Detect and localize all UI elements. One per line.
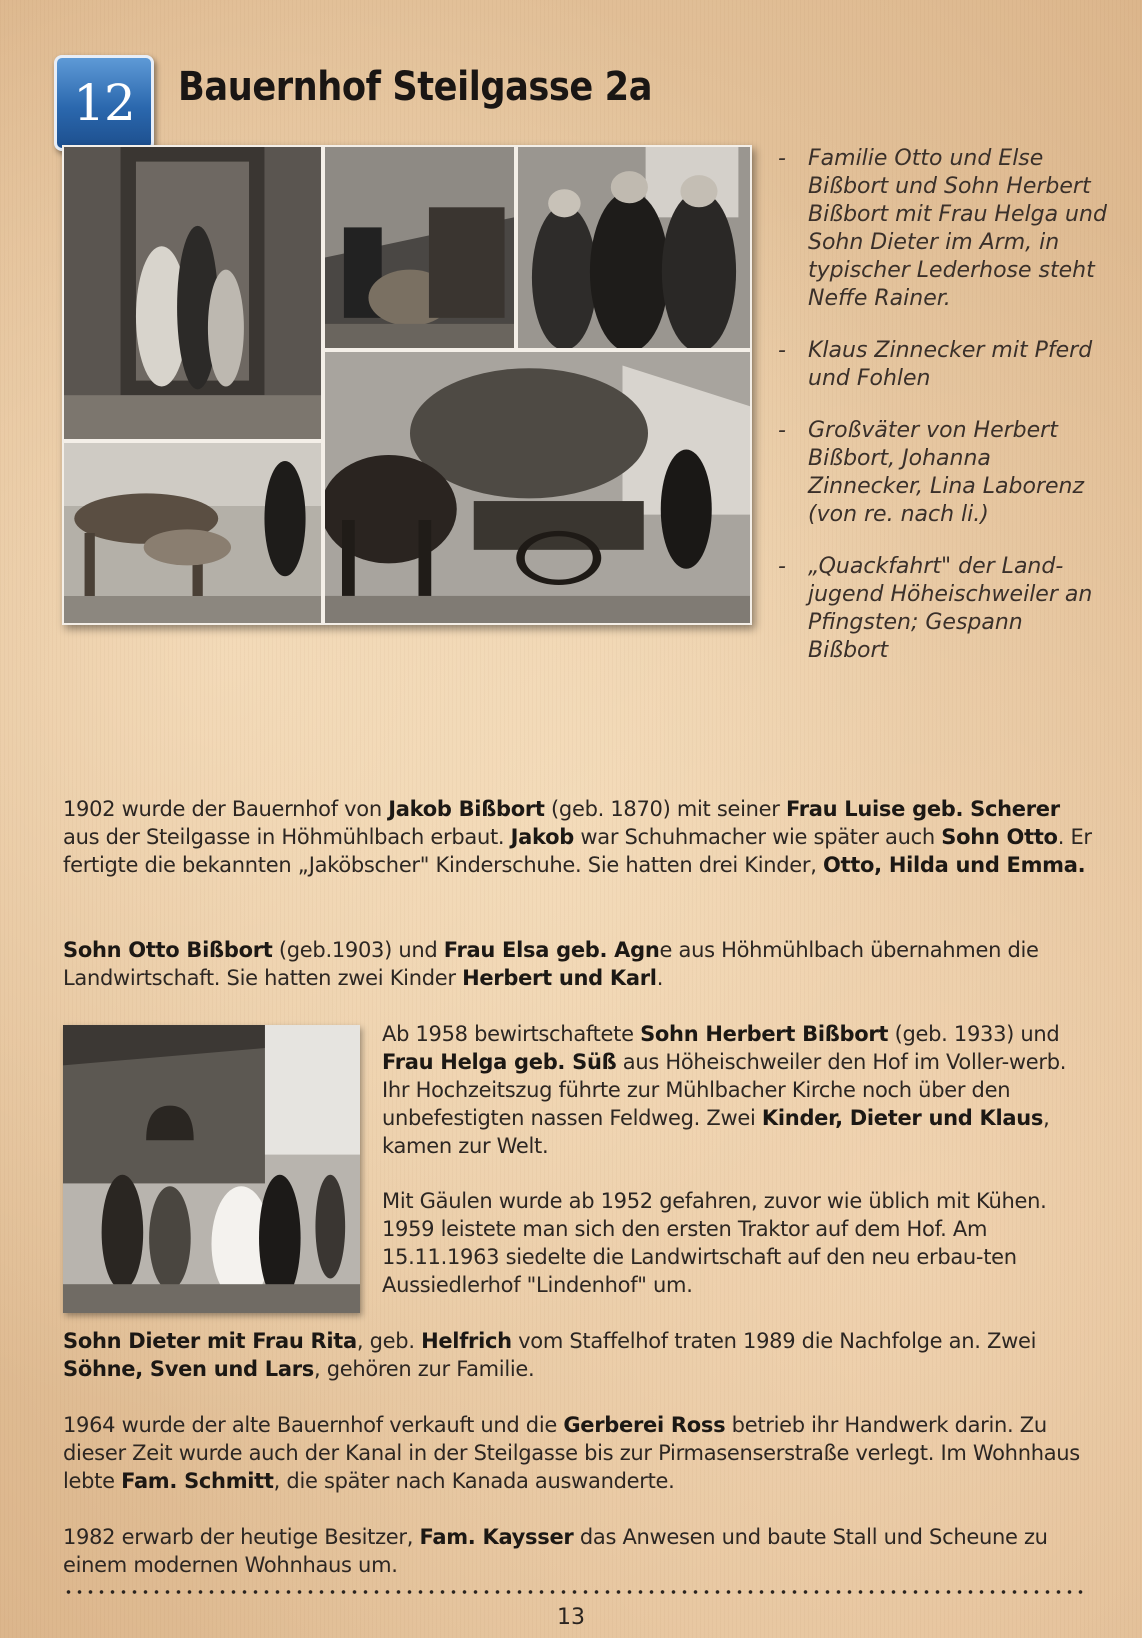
photo-collage (62, 145, 752, 625)
paragraph-otto (63, 936, 1093, 992)
text-run: (geb. 1870) mit seiner (544, 797, 787, 821)
text-run: war Schuhmacher wie später auch (574, 825, 942, 849)
text-run: das Anwesen und baute Stall und Scheune zu einem modernen Wohnhaus um. (63, 1525, 1048, 1577)
paragraph-herbert (382, 1020, 1082, 1160)
bold-text: Jakob (510, 825, 574, 849)
text-run: , geb. (356, 1329, 422, 1353)
bold-text: Fam. Kaysser (419, 1525, 574, 1549)
text-run: , kamen zur Welt. (382, 1106, 1050, 1158)
bold-text: Sohn Herbert Bißbort (640, 1022, 889, 1046)
text-run: . (656, 966, 664, 990)
text-run: (geb.1903) und (272, 938, 444, 962)
text-run: 1982 erwarb der heutige Besitzer, (63, 1525, 420, 1549)
text-run: e aus Höhmühlbach übernahmen die Landwirtschaft. Sie hatten zwei Kinder (63, 938, 1039, 990)
text-run: 1964 wurde der alte Bauernhof verkauft und die (63, 1413, 564, 1437)
text-run: vom Staffelhof traten 1989 die Nachfolge an. Zwei (511, 1329, 1037, 1353)
section-number: 12 (73, 74, 135, 132)
horse-and-foal-photo (64, 443, 321, 623)
text-run: betrieb ihr Handwerk darin. Zu dieser Zeit wurde auch der Kanal in der Steilgasse bis zur Pirmasenserstraße verlegt. Im Wohnhaus lebte (63, 1413, 1080, 1493)
photo-captions (778, 145, 1108, 689)
text-run: , gehören zur Familie. (313, 1357, 535, 1381)
grandfathers-photo (518, 147, 750, 348)
caption-item: - Klaus Zinnecker mit Pferd und Fohlen (778, 337, 1108, 393)
paragraph-horses (382, 1187, 1082, 1299)
text-run: aus Höheischweiler den Hof im Voller-werb. Ihr Hochzeitszug führte zur Mühlbacher Kirche noch über den unbefestigten nassen Feldweg. Zwei (382, 1050, 1067, 1130)
bold-text: Helfrich (421, 1329, 512, 1353)
section-number-badge (54, 55, 154, 151)
paragraph-gerberei (63, 1411, 1093, 1495)
bold-text: Otto, Hilda und Emma. (822, 853, 1086, 877)
quackfahrt-photo (325, 352, 750, 623)
paragraph-history (63, 795, 1093, 879)
text-run: Mit Gäulen wurde ab 1952 gefahren, zuvor wie üblich mit Kühen. 1959 leistete man sich den ersten Traktor auf dem Hof. Am 15.11.1963 siedelte die Landwirtschaft auf den neu erbau-ten Aussiedlerhof "Lindenhof" um. (382, 1189, 1047, 1297)
family-photo (64, 147, 321, 439)
wedding-photo (63, 1025, 360, 1313)
bold-text: Frau Helga geb. Süß (382, 1050, 617, 1074)
bold-text: Kinder, Dieter und Klaus (761, 1106, 1044, 1130)
barn-photo (325, 147, 514, 348)
bold-text: Sohn Otto Bißbort (63, 938, 273, 962)
bold-text: Sohn Dieter mit Frau Rita (63, 1329, 357, 1353)
caption-item: - „Quackfahrt" der Land-jugend Höheischweiler an Pfingsten; Gespann Bißbort (778, 553, 1108, 665)
bold-text: Gerberei Ross (563, 1413, 726, 1437)
bold-text: Frau Elsa geb. Agn (443, 938, 660, 962)
paragraph-kaysser (63, 1523, 1093, 1579)
page-number: 13 (557, 1605, 585, 1630)
bold-text: Frau Luise geb. Scherer (786, 797, 1060, 821)
bold-text: Jakob Bißbort (388, 797, 545, 821)
text-run: (geb. 1933) und (888, 1022, 1060, 1046)
page-title: Bauernhof Steilgasse 2a (178, 64, 653, 110)
text-run: Ab 1958 bewirtschaftete (382, 1022, 641, 1046)
bold-text: Sohn Otto (941, 825, 1058, 849)
caption-item: - Familie Otto und Else Bißbort und Sohn Herbert Bißbort mit Frau Helga und Sohn Dieter im Arm, in typischer Lederhose steht Neffe Rainer. (778, 145, 1108, 313)
paragraph-dieter (63, 1327, 1093, 1383)
text-run: . Er fertigte die bekannten „Jaköbscher" Kinderschuhe. Sie hatten drei Kinder, (63, 825, 1092, 877)
text-run: aus der Steilgasse in Höhmühlbach erbaut. (63, 825, 511, 849)
dotted-divider (63, 1590, 1083, 1594)
bold-text: Herbert und Karl (462, 966, 657, 990)
caption-item: - Großväter von Herbert Bißbort, Johanna Zinnecker, Lina Laborenz (von re. nach li.) (778, 417, 1108, 529)
bold-text: Fam. Schmitt (121, 1469, 274, 1493)
text-run: , die später nach Kanada auswanderte. (273, 1469, 675, 1493)
bold-text: Söhne, Sven und Lars (63, 1357, 314, 1381)
text-run: 1902 wurde der Bauernhof von (63, 797, 389, 821)
